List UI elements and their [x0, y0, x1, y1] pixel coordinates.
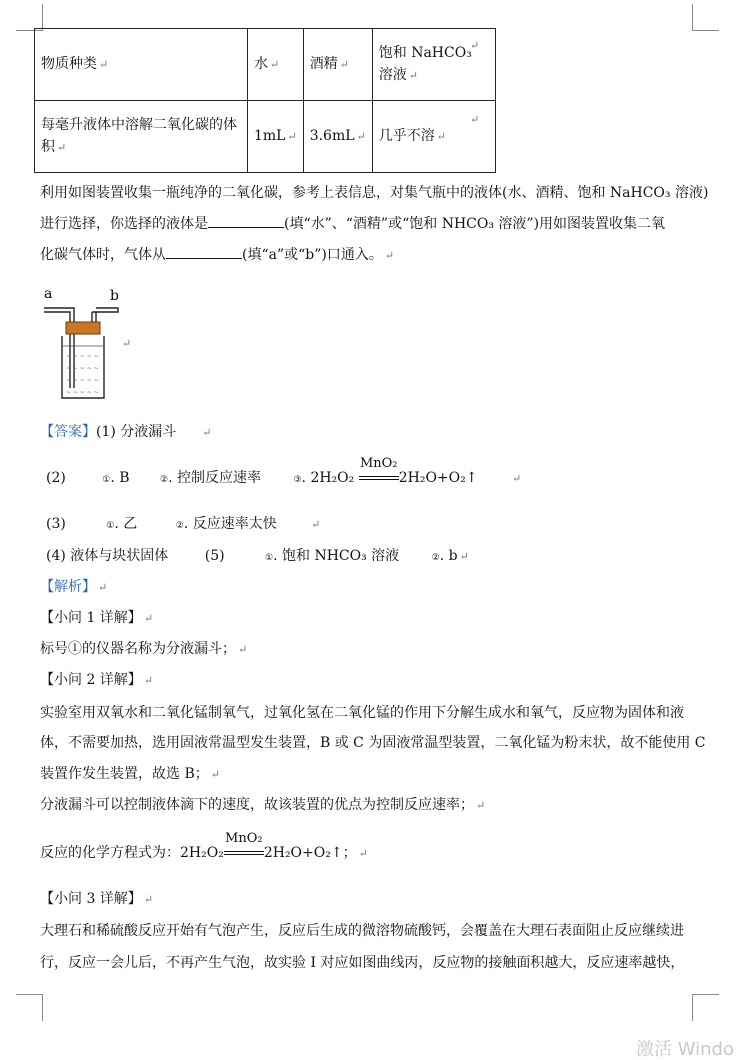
table-cell: 几乎不溶 ↵ [372, 101, 495, 173]
table-row [35, 29, 496, 101]
analysis-text: 大理石和稀硫酸反应开始有气泡产生，反应后生成的微溶物硫酸钙，会覆盖在大理石表面阻止反应继续进 [40, 923, 684, 939]
crop-mark-bottom-left [16, 994, 43, 1021]
question-line-2: 进行选择，你选择的液体是 (填“水”、“酒精”或“饱和 NHCO₃ 溶液”)用如图装置收集二氧 [40, 213, 665, 234]
paragraph-mark: ↵ [122, 337, 132, 350]
crop-mark-top-right [692, 4, 719, 31]
equation-catalyst-sign: MnO₂ [224, 843, 264, 863]
analysis-text: 分液漏斗可以控制液体滴下的速度，故该装置的优点为控制反应速率； ↵ [40, 797, 486, 813]
analysis-text: 行，反应一会儿后，不再产生气泡，故实验 I 对应如图曲线丙，反应物的接触面积越大，反应速率越快， [40, 955, 685, 971]
answer-blank [166, 244, 242, 259]
table-cell: 水 ↵ [248, 29, 304, 101]
table-row [35, 101, 496, 173]
svg-text:~ ~ ~ ~ ~: ~ ~ ~ ~ ~ [66, 389, 99, 396]
section-heading: 【小问 1 详解】 ↵ [40, 610, 154, 626]
section-heading: 【小问 3 详解】 ↵ [40, 891, 154, 907]
crop-mark-bottom-right [692, 994, 719, 1021]
answer-line-3: (3) ①. 乙 ②. 反应速率太快 ↵ [46, 516, 321, 532]
answer-line-2: (2) ①. B ②. 控制反应速率 ③. 2H₂O₂ MnO₂ 2H₂O+O₂↑ ↵ [46, 456, 522, 486]
analysis-tag: 【解析】 ↵ [40, 579, 108, 595]
question-line-3: 化碳气体时，气体从 (填“a”或“b”)口通入。 ↵ [40, 244, 394, 266]
solubility-table [34, 28, 496, 173]
table-cell: 每毫升液体中溶解二氧化碳的体积 ↵ [35, 101, 248, 173]
crop-mark-top-left [16, 4, 43, 31]
svg-text:~ ~ ~ ~ ~: ~ ~ ~ ~ ~ [66, 353, 99, 360]
table-cell: 物质种类 ↵ [35, 29, 248, 101]
answer-blank [208, 213, 284, 228]
analysis-equation: 反应的化学方程式为：2H₂O₂ MnO₂ 2H₂O+O₂↑； ↵ [40, 831, 368, 861]
analysis-text: 体，不需要加热，选用固液常温型发生装置，B 或 C 为固液常温型装置，二氧化锰为粉末状，故不能使用 C [40, 735, 706, 751]
svg-text:~ ~ ~ ~ ~: ~ ~ ~ ~ ~ [66, 365, 99, 372]
equation-catalyst-sign: MnO₂ [359, 468, 399, 488]
table-cell: 饱和 NaHCO₃ 溶液 ↵ [372, 29, 495, 101]
svg-text:~ ~ ~ ~ ~: ~ ~ ~ ~ ~ [66, 377, 99, 384]
answer-line-1: 【答案】(1) 分液漏斗 ↵ [40, 424, 212, 440]
analysis-text: 标号①的仪器名称为分液漏斗； ↵ [40, 641, 248, 657]
label-a: a [44, 286, 53, 302]
gas-bottle-figure [36, 284, 136, 406]
table-cell: 3.6mL ↵ [303, 101, 372, 173]
table-cell: 1mL ↵ [248, 101, 304, 173]
table-cell: 酒精 ↵ [303, 29, 372, 101]
paragraph-mark: ↵ [470, 39, 480, 52]
analysis-text: 装置作发生装置，故选 B； ↵ [40, 766, 220, 782]
section-heading: 【小问 2 详解】 ↵ [40, 672, 154, 688]
question-line-1: 利用如图装置收集一瓶纯净的二氧化碳，参考上表信息，对集气瓶中的液体(水、酒精、饱和 NaHCO₃ 溶液) [40, 185, 709, 201]
watermark: 激活 Windo [636, 1039, 734, 1060]
analysis-text: 实验室用双氧水和二氧化锰制氧气，过氧化氢在二氧化锰的作用下分解生成水和氧气，反应物为固体和液 [40, 705, 684, 721]
answer-line-4: (4) 液体与块状固体 (5) ①. 饱和 NHCO₃ 溶液 ②. b ↵ [46, 548, 469, 564]
label-b: b [110, 288, 119, 304]
paragraph-mark: ↵ [470, 113, 480, 126]
